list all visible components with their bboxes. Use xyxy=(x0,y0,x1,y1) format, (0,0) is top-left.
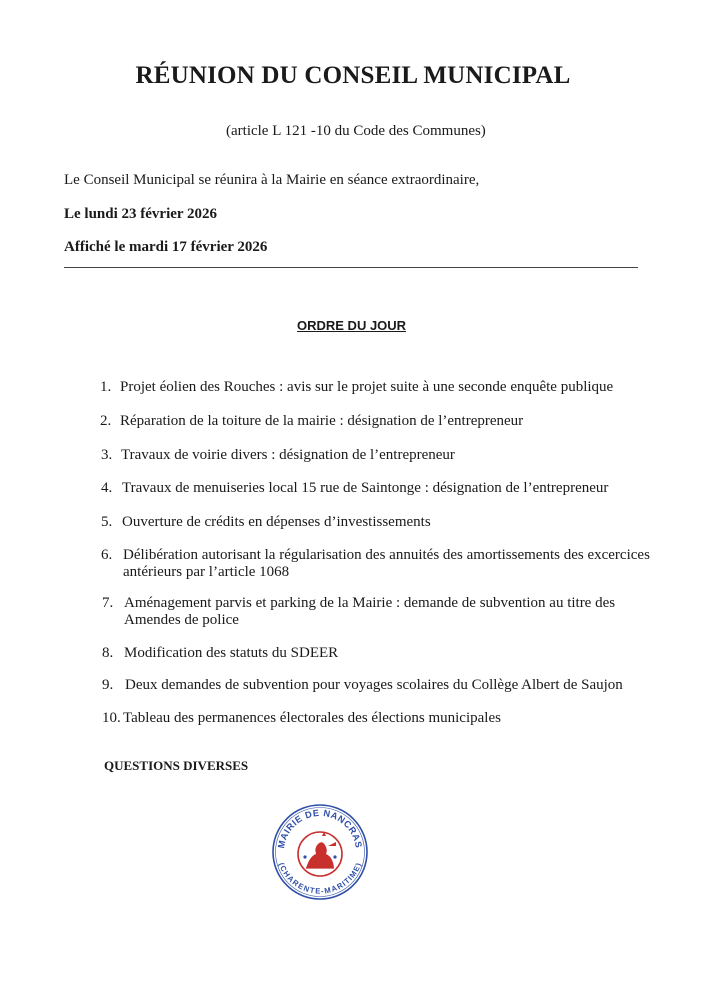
agenda-item-number: 9. xyxy=(102,677,114,693)
agenda-item-text: Tableau des permanences électorales des élections municipales xyxy=(123,710,501,726)
stamp-top-text: MAIRIE DE NANCRAS xyxy=(276,807,364,850)
agenda-item-text: Deux demandes de subvention pour voyages scolaires du Collège Albert de Saujon xyxy=(125,677,623,693)
meeting-date: Le lundi 23 février 2026 xyxy=(64,206,218,222)
legal-reference: (article L 121 -10 du Code des Communes) xyxy=(226,123,486,139)
agenda-item-text-continued: Amendes de police xyxy=(124,612,239,628)
agenda-item-text-continued: antérieurs par l’article 1068 xyxy=(123,564,290,580)
agenda-item-text: Ouverture de crédits en dépenses d’investissements xyxy=(122,514,431,530)
agenda-item-number: 2. xyxy=(100,413,112,429)
agenda-item-number: 5. xyxy=(101,514,113,530)
stamp-bottom-text: (CHARENTE-MARITIME) xyxy=(276,861,364,896)
agenda-item-number: 4. xyxy=(101,480,113,496)
agenda-item-number: 8. xyxy=(102,645,114,661)
agenda-item-text: Aménagement parvis et parking de la Mairie : demande de subvention au titre des xyxy=(124,595,616,611)
agenda-item-text: Délibération autorisant la régularisation des annuités des amortissements des excercices xyxy=(123,547,650,563)
stamp-emblem xyxy=(298,832,342,876)
agenda-item-text: Réparation de la toiture de la mairie : désignation de l’entrepreneur xyxy=(120,413,524,429)
posted-date: Affiché le mardi 17 février 2026 xyxy=(64,239,268,255)
agenda-item-text: Travaux de menuiseries local 15 rue de Saintonge : désignation de l’entrepreneur xyxy=(122,480,609,496)
intro-text: Le Conseil Municipal se réunira à la Mairie en séance extraordinaire, xyxy=(64,172,480,188)
agenda-heading: ORDRE DU JOUR xyxy=(297,318,407,333)
agenda-item-number: 3. xyxy=(101,447,113,463)
agenda-item-number: 7. xyxy=(102,595,114,611)
divider-line xyxy=(64,267,638,268)
agenda-item-text: Travaux de voirie divers : désignation de l’entrepreneur xyxy=(121,447,455,463)
municipal-seal-stamp xyxy=(270,802,370,902)
agenda-item-text: Projet éolien des Rouches : avis sur le projet suite à une seconde enquête publique xyxy=(120,379,614,395)
agenda-item-text: Modification des statuts du SDEER xyxy=(124,645,339,661)
misc-questions-heading: QUESTIONS DIVERSES xyxy=(104,758,249,773)
agenda-item-number: 10. xyxy=(102,710,121,726)
document-title: RÉUNION DU CONSEIL MUNICIPAL xyxy=(135,62,571,89)
agenda-item-number: 1. xyxy=(100,379,112,395)
agenda-item-number: 6. xyxy=(101,547,113,563)
